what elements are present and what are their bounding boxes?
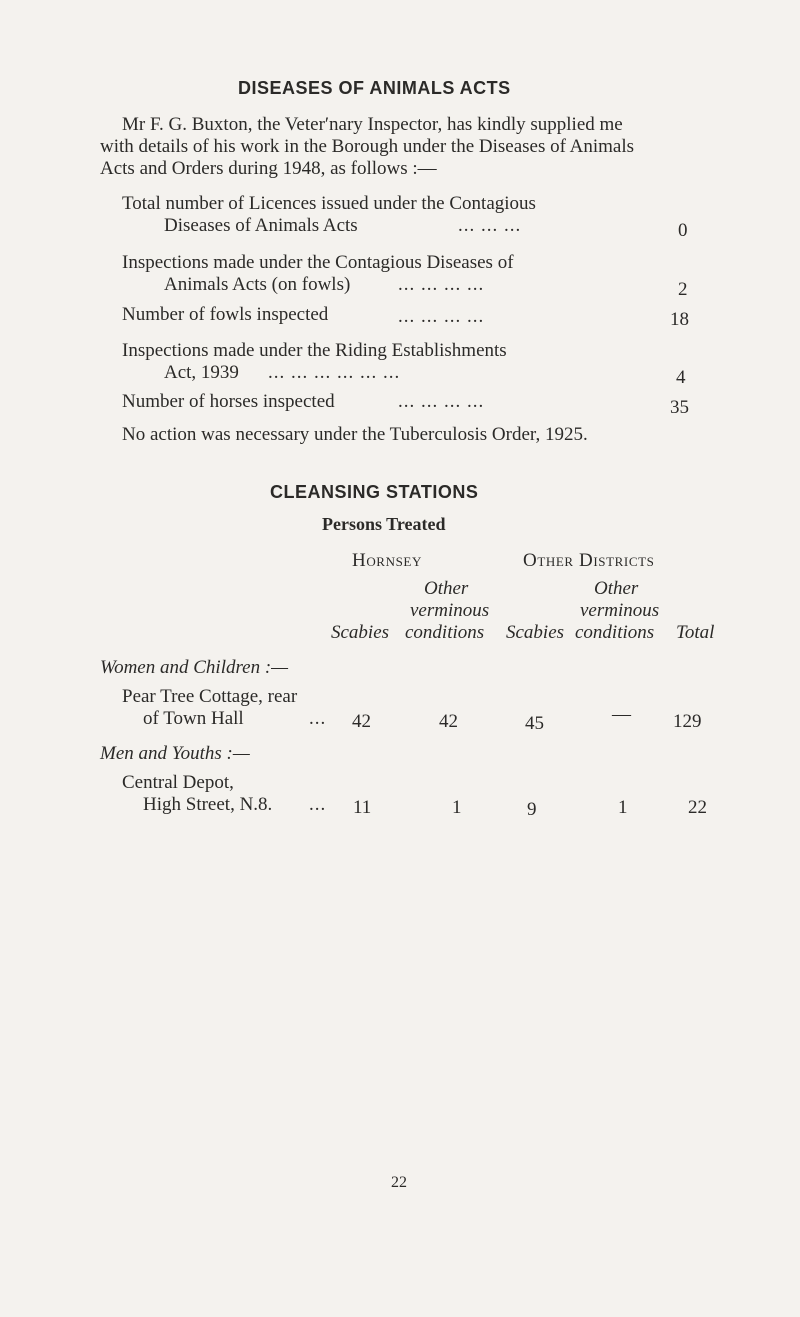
table-cell: 1 [618,797,628,818]
table-cell: 45 [525,713,544,734]
column-header-scabies: Scabies [331,622,390,643]
column-header: verminous [580,600,660,621]
row-section-label: Men and Youths :— [100,743,250,764]
column-group-hornsey: Hornsey [352,550,422,571]
column-header-scabies: Scabies [506,622,565,643]
leader-dots: ... ... ... ... [398,274,485,295]
stat-label: Animals Acts (on fowls) [164,274,351,295]
column-header-total: Total [676,622,715,643]
stat-value: 2 [678,279,688,300]
page-number: 22 [391,1174,407,1191]
stat-value: 0 [678,220,688,241]
intro-line: Acts and Orders during 1948, as follows :— [100,158,437,179]
column-header: conditions [575,622,655,643]
leader-dots: ... ... ... [458,215,522,236]
table-cell: 9 [527,799,537,820]
row-label: Central Depot, [122,772,234,793]
leader-dots: ... ... ... ... [398,306,485,327]
table-caption: Persons Treated [322,514,446,534]
stat-label: Inspections made under the Riding Establishments [122,340,507,361]
table-cell: 42 [439,711,458,732]
stat-label: Act, 1939 [164,362,239,383]
table-cell: 1 [452,797,462,818]
intro-line: with details of his work in the Borough under the Diseases of Animals [100,136,635,157]
column-header: Other [424,578,469,599]
table-cell: 42 [352,711,371,732]
table-cell: 22 [688,797,707,818]
row-section-label: Women and Children :— [100,657,289,678]
page-title: DISEASES OF ANIMALS ACTS [238,78,511,98]
table-cell: 129 [673,711,702,732]
stat-label: Number of horses inspected [122,391,335,412]
stat-value: 4 [676,367,686,388]
stat-value: 18 [670,309,689,330]
closing-note: No action was necessary under the Tuberculosis Order, 1925. [122,424,588,445]
table-cell: 11 [353,797,372,818]
stat-label: Number of fowls inspected [122,304,329,325]
row-label: Pear Tree Cottage, rear [122,686,298,707]
leader-dots: ... [309,794,327,815]
stat-label: Inspections made under the Contagious Diseases of [122,252,514,273]
leader-dots: ... ... ... ... [398,391,485,412]
leader-dots: ... ... ... ... ... ... [268,362,401,383]
stat-label: Diseases of Animals Acts [164,215,358,236]
row-label: of Town Hall [143,708,244,729]
stat-label: Total number of Licences issued under the Contagious [122,193,536,214]
column-header: verminous [410,600,490,621]
section-title: CLEANSING STATIONS [270,482,479,502]
stat-value: 35 [670,397,689,418]
table-cell: — [612,704,631,725]
leader-dots: ... [309,708,327,729]
column-group-other-districts: Other Districts [523,550,655,571]
row-label: High Street, N.8. [143,794,273,815]
intro-line: Mr F. G. Buxton, the Veterʹnary Inspector, has kindly supplied me [122,114,623,135]
column-header: Other [594,578,639,599]
column-header: conditions [405,622,485,643]
